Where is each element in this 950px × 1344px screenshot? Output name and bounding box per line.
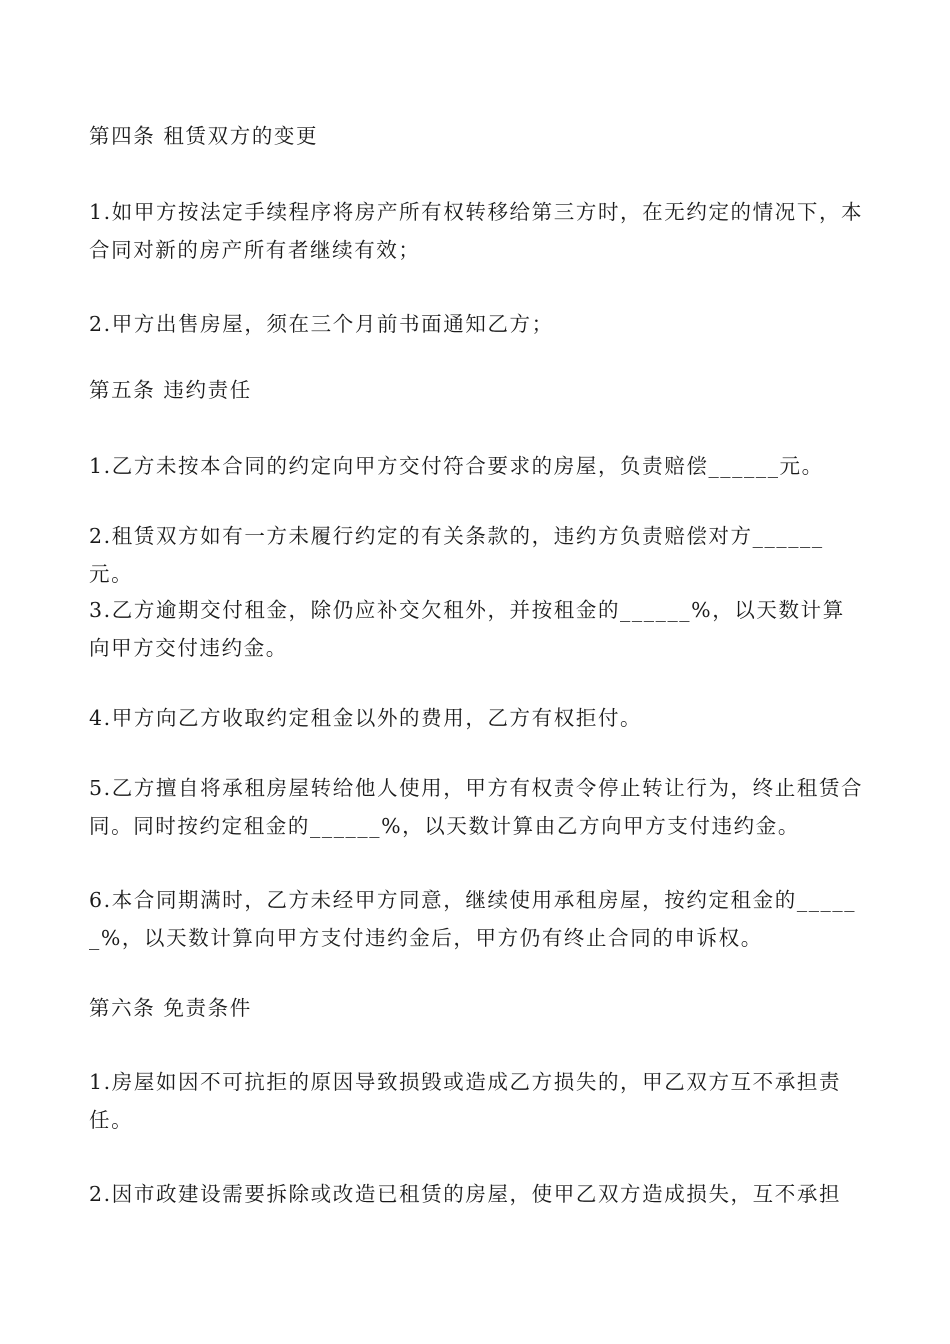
article-5-clause-2: 2.租赁双方如有一方未履行约定的有关条款的，违约方负责赔偿对方______元。 (89, 524, 824, 586)
article-5-clause-5: 5.乙方擅自将承租房屋转给他人使用，甲方有权责令停止转让行为，终止租赁合同。同时按约定租金的______%，以天数计算由乙方向甲方支付违约金。 (89, 776, 864, 838)
article-5-clause-3: 3.乙方逾期交付租金，除仍应补交欠租外，并按租金的______%，以天数计算向甲方交付违约金。 (89, 598, 845, 660)
article-4-heading: 第四条 租赁双方的变更 (89, 124, 319, 148)
article-6-clause-2: 2.因市政建设需要拆除或改造已租赁的房屋，使甲乙双方造成损失，互不承担 (89, 1182, 842, 1206)
article-5-clause-1: 1.乙方未按本合同的约定向甲方交付符合要求的房屋，负责赔偿______元。 (89, 454, 824, 478)
article-4-clause-1: 1.如甲方按法定手续程序将房产所有权转移给第三方时，在无约定的情况下，本合同对新的房产所有者继续有效； (89, 200, 864, 262)
article-6-heading: 第六条 免责条件 (89, 996, 252, 1020)
article-5-clause-6: 6.本合同期满时，乙方未经甲方同意，继续使用承租房屋，按约定租金的______%，以天数计算向甲方支付违约金后，甲方仍有终止合同的申诉权。 (89, 888, 857, 950)
article-5-clause-4: 4.甲方向乙方收取约定租金以外的费用，乙方有权拒付。 (89, 706, 643, 730)
article-6-clause-1: 1.房屋如因不可抗拒的原因导致损毁或造成乙方损失的，甲乙双方互不承担责任。 (89, 1070, 842, 1132)
article-4-clause-2: 2.甲方出售房屋，须在三个月前书面通知乙方； (89, 312, 554, 336)
article-5-heading: 第五条 违约责任 (89, 378, 252, 402)
